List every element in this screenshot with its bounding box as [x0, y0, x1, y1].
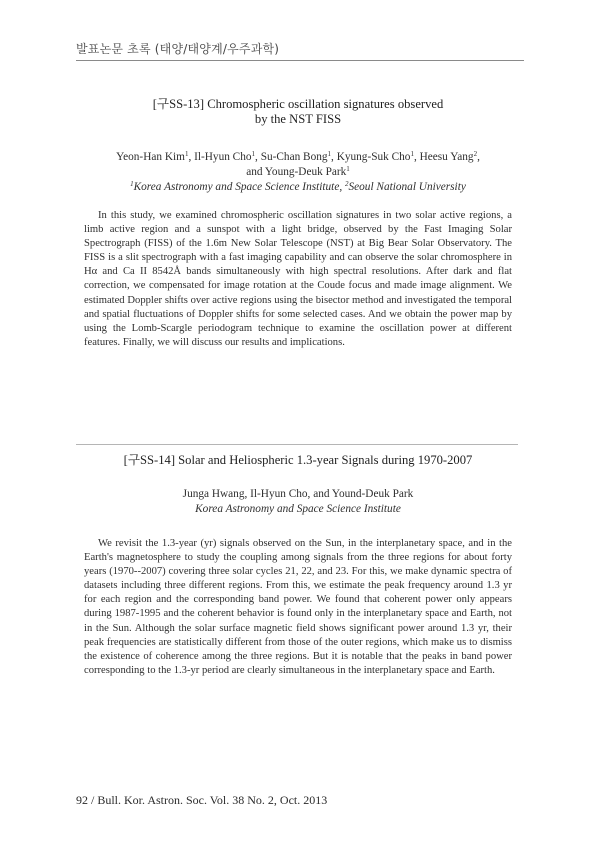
affiliation-name: Seoul National University — [348, 181, 466, 193]
affiliation-mark: 2 — [345, 180, 349, 188]
abstract-body: In this study, we examined chromospheric oscillation signatures in two solar active regions, a limb active region and a sunspot with a light bridge, observed by the Fast Imaging Solar Spectrograph (FISS) of the 1.6m New Solar Telescope (NST) at Big Bear Solar Observatory. The FISS is a slit spectrograph with a fast imaging capability and can observe the solar chromosphere in Hα and Ca II 8542Å bands simultaneously with high spectral resolutions. After dark and flat correction, we compensated for image rotation at the Coude focus and made image alignment. We estimated Doppler shifts over active regions using the bisector method and investigated the temporal and spatial fluctuations of Doppler shifts for some selected cases. And we obtain the power map by using the Lomb-Scargle periodogram technique to examine the oscillation power at different features. Finally, we will discuss our results and implications. — [84, 210, 512, 348]
affiliation-mark: 2 — [473, 150, 478, 158]
abstract-title-line: [구SS-13] Chromospheric oscillation signatures observed — [152, 97, 444, 111]
affiliation-mark: 1 — [327, 150, 332, 158]
abstract-title: [구SS-14] Solar and Heliospheric 1.3-year Signals during 1970-2007 — [123, 453, 473, 467]
author-list: Yeon-Han Kim$^1$, Il-Hyun Cho$^1$, Su-Chan Bong$^1$, Kyung-Suk Cho$^1$, Heesu Yang$^2$, and Young-Deuk Park$^1$ — [116, 150, 480, 178]
abstract-title — [84, 97, 512, 127]
author-name: Yeon-Han Kim — [116, 151, 185, 163]
affiliation-mark: 1 — [130, 180, 134, 188]
author-name: Young-Deuk Park — [264, 166, 347, 178]
abstract-title-line: by the NST FISS — [254, 112, 342, 126]
header-rule — [76, 60, 524, 61]
affiliation-line: $^1$Korea Astronomy and Space Science Institute, $^2$Seoul National University — [130, 180, 466, 193]
running-header: 발표논문 초록 (태양/태양계/우주과학) — [76, 42, 280, 56]
affiliation-mark: 1 — [184, 150, 189, 158]
affiliation-line: Korea Astronomy and Space Science Institute — [195, 503, 401, 515]
author-list: Junga Hwang, Il-Hyun Cho, and Yound-Deuk Park — [182, 488, 414, 500]
affiliation-mark: 1 — [410, 150, 414, 158]
author-name: Heesu Yang — [419, 151, 474, 163]
abstract-ss13 — [84, 97, 512, 350]
author-name: Su-Chan Bong — [260, 151, 328, 163]
page-footer-citation: 92 / Bull. Kor. Astron. Soc. Vol. 38 No. 2, Oct. 2013 — [76, 793, 328, 807]
author-name: Il-Hyun Cho — [194, 151, 252, 163]
author-name: Kyung-Suk Cho — [336, 151, 411, 163]
affiliation-name: Korea Astronomy and Space Science Institute — [133, 181, 340, 193]
section-divider — [76, 444, 518, 445]
abstract-ss14 — [84, 453, 512, 678]
abstract-body: We revisit the 1.3-year (yr) signals observed on the Sun, in the interplanetary space, and in the Earth's magnetosphere to study the coupling among signals from the three regions for about forty years (1970--2007) covering three solar cycles 21, 22, and 23. For this, we make dynamic spectra of datasets including three different regions. From this, we estimate the peak frequency around 1.3 yr for each region and the corresponding band power. We found that coherent power only appears during 1987-1995 and the coherent behavior is found only in the interplanetary space and Earth, not in the Sun. Although the solar surface magnetic field shows significant power around 1.3 yr, their peak frequencies are statistically different from those of the outer regions, which make us to dismiss the existence of coherence among the three regions. But it is notable that the peaks in band power corresponding to the 1.3-yr period are clearly simultaneous in the interplanetary space and Earth. — [84, 538, 512, 676]
affiliation-mark: 1 — [346, 165, 350, 173]
affiliation-mark: 1 — [251, 150, 256, 158]
